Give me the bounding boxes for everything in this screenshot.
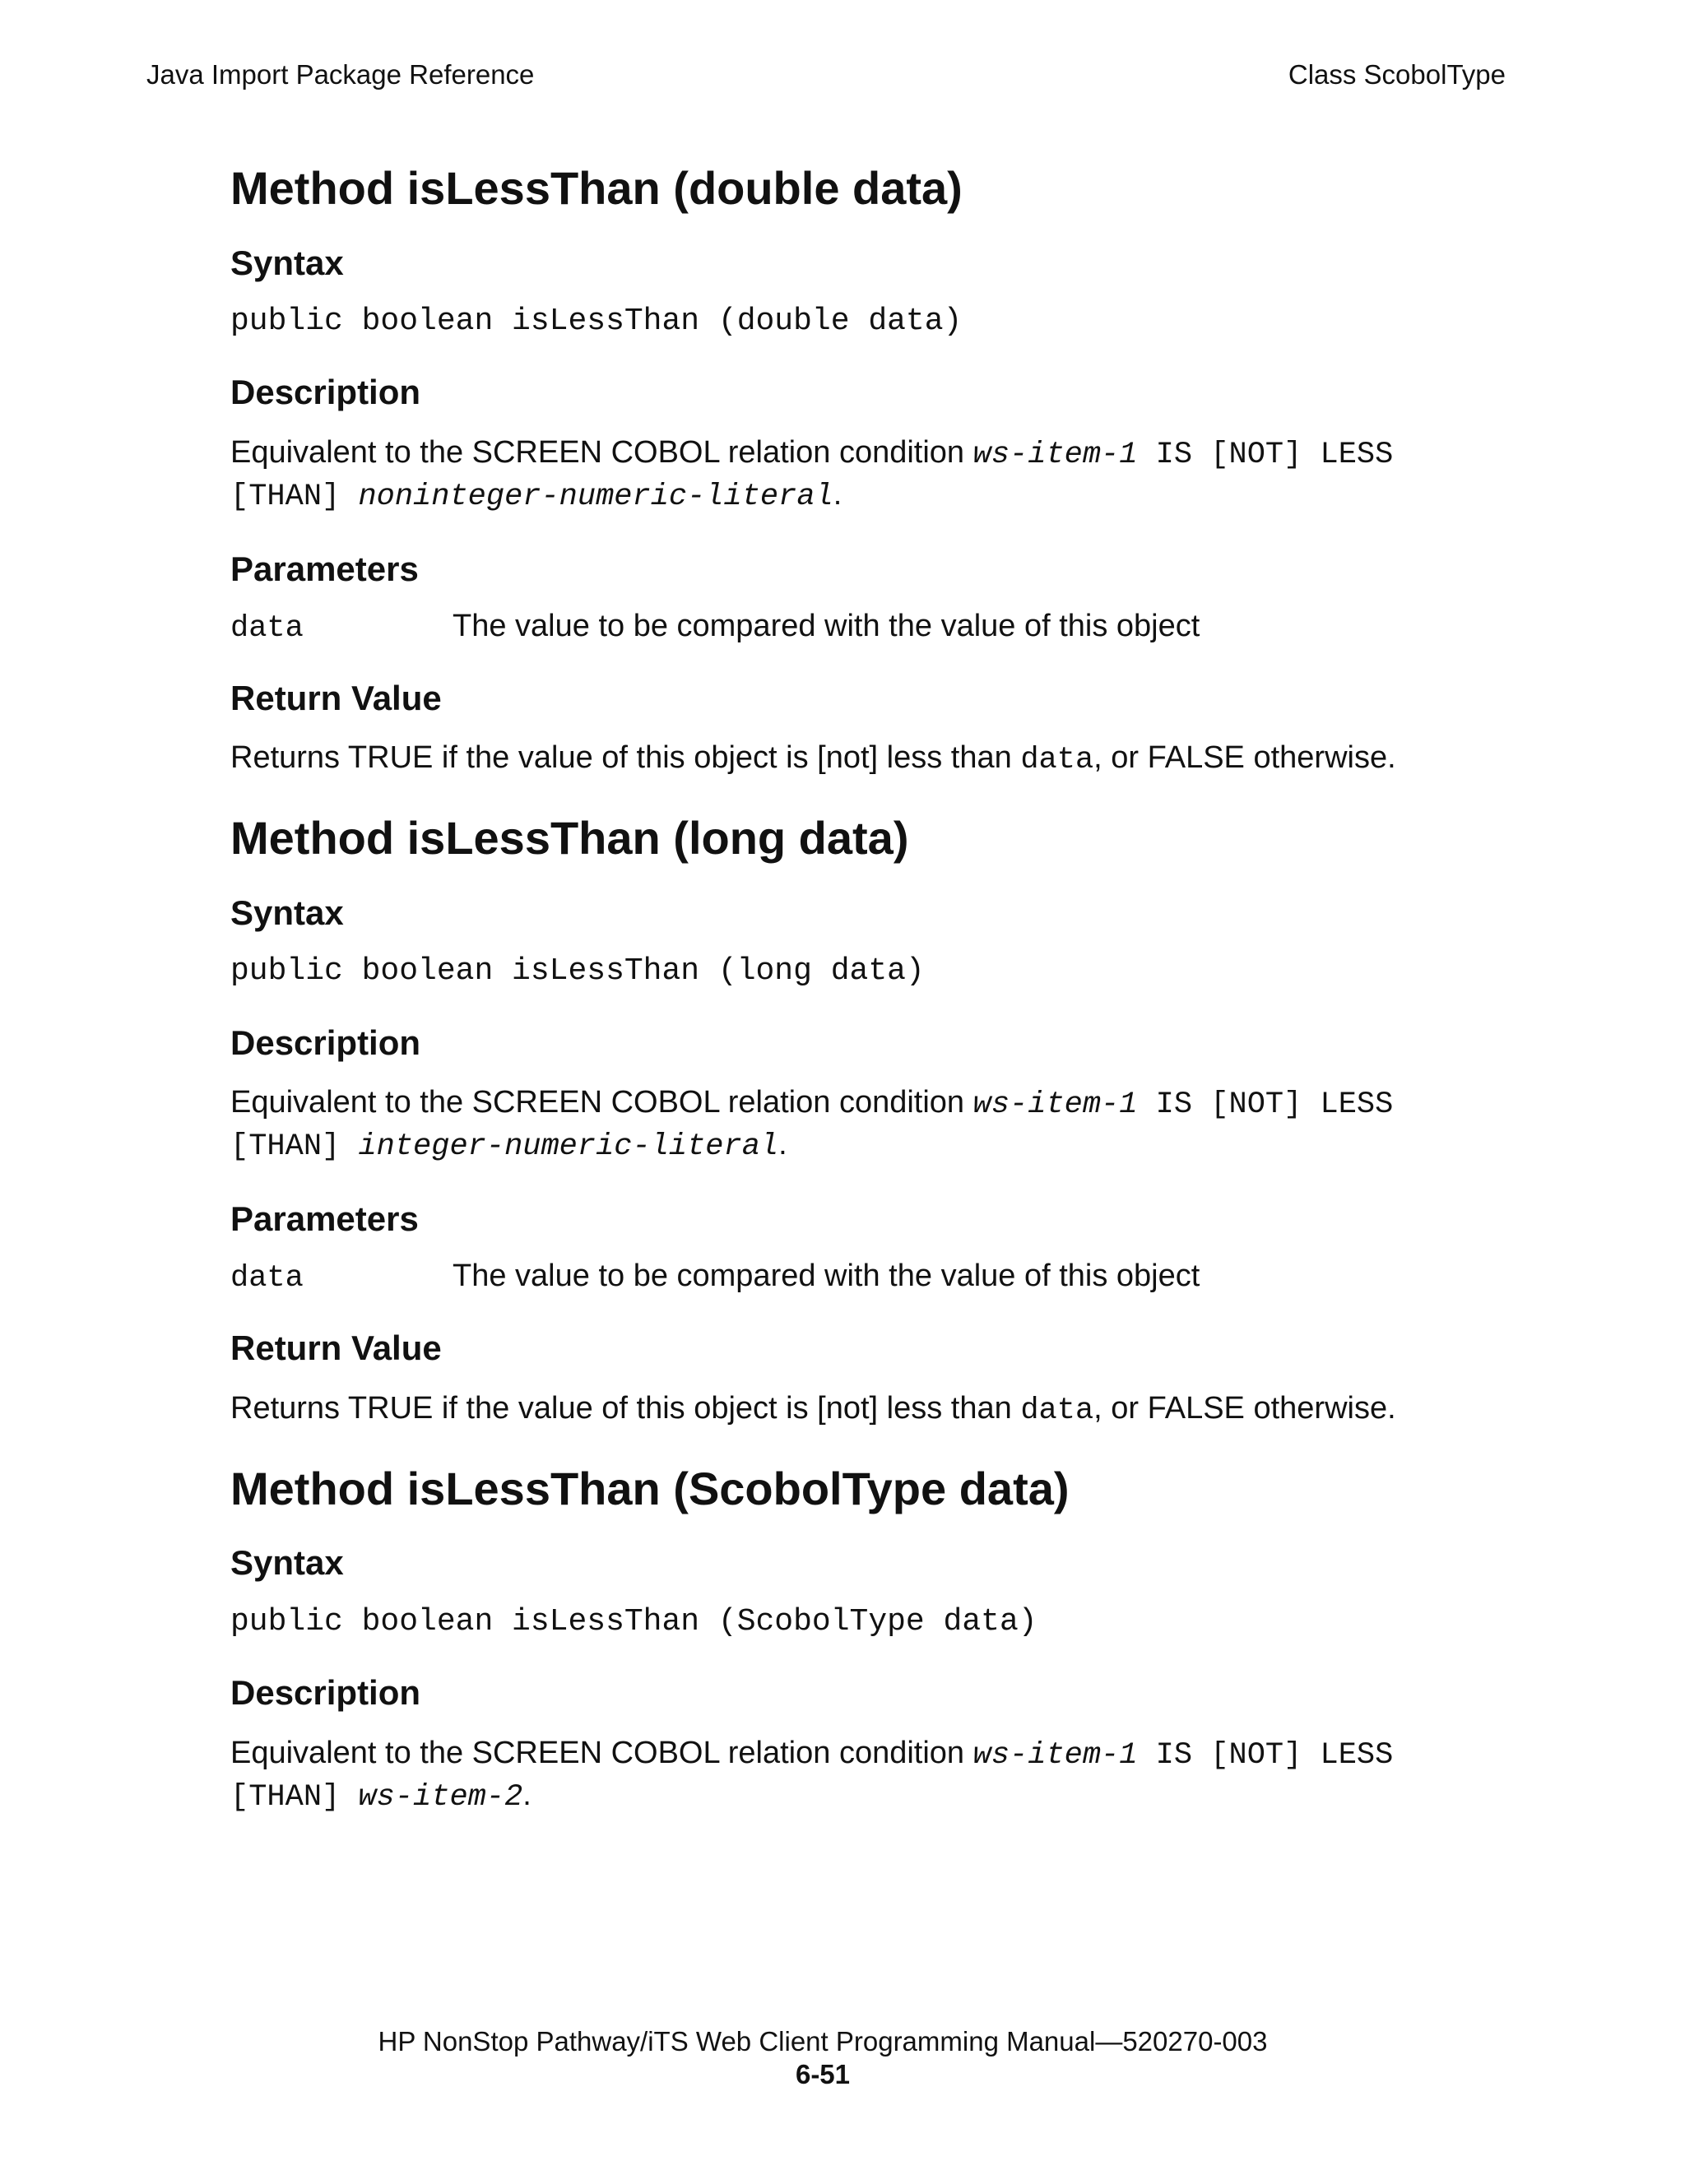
header-right: Class ScobolType <box>1288 59 1506 90</box>
return-code: data <box>1020 743 1094 778</box>
page-number: 6-51 <box>795 2059 851 2089</box>
description-middle: IS [NOT] LESS [THAN] <box>230 1737 1394 1815</box>
method-heading: Method isLessThan (ScobolType data) <box>230 1462 1070 1514</box>
return-value-text <box>230 738 1514 780</box>
parameter-row <box>230 1259 1514 1296</box>
return-value-text <box>230 1389 1514 1430</box>
return-prefix: Returns TRUE if the value of this object is [not] less than <box>230 1390 1021 1426</box>
return-prefix: Returns TRUE if the value of this object is [not] less than <box>230 740 1021 776</box>
description-operand: noninteger-numeric-literal <box>358 479 833 514</box>
description-middle: IS [NOT] LESS [THAN] <box>230 437 1394 514</box>
description-text <box>230 1083 1514 1166</box>
parameter-row <box>230 609 1514 646</box>
page-content <box>230 163 1514 1850</box>
description-item1: ws-item-1 <box>972 1737 1138 1773</box>
parameter-name: data <box>230 1261 304 1296</box>
description-prefix: Equivalent to the SCREEN COBOL relation condition <box>230 434 973 470</box>
description-text <box>230 433 1514 517</box>
syntax-heading: Syntax <box>230 243 344 282</box>
description-item1: ws-item-1 <box>972 437 1138 472</box>
syntax-code: public boolean isLessThan (double data) <box>230 303 963 339</box>
description-prefix: Equivalent to the SCREEN COBOL relation condition <box>230 1085 973 1120</box>
description-operand: ws-item-2 <box>358 1779 523 1815</box>
parameter-name: data <box>230 611 304 647</box>
method-heading: Method isLessThan (long data) <box>230 812 909 865</box>
description-heading: Description <box>230 1673 421 1713</box>
syntax-code: public boolean isLessThan (ScobolType data) <box>230 1603 1037 1639</box>
return-code: data <box>1020 1393 1094 1428</box>
method-section-double <box>230 163 1514 780</box>
header-left: Java Import Package Reference <box>146 59 535 90</box>
parameters-heading: Parameters <box>230 1199 419 1239</box>
parameters-heading: Parameters <box>230 549 419 588</box>
return-value-heading: Return Value <box>230 1328 442 1368</box>
syntax-heading: Syntax <box>230 893 344 932</box>
description-suffix: . <box>778 1127 787 1162</box>
description-heading: Description <box>230 1022 421 1062</box>
description-suffix: . <box>833 476 842 512</box>
method-heading: Method isLessThan (double data) <box>230 162 963 214</box>
syntax-heading: Syntax <box>230 1543 344 1583</box>
description-prefix: Equivalent to the SCREEN COBOL relation condition <box>230 1735 973 1770</box>
syntax-code: public boolean isLessThan (long data) <box>230 953 925 990</box>
parameter-description: The value to be compared with the value of this object <box>453 1259 1200 1294</box>
method-section-scoboltype <box>230 1463 1514 1817</box>
description-item1: ws-item-1 <box>972 1087 1138 1123</box>
description-heading: Description <box>230 373 421 412</box>
method-section-long <box>230 813 1514 1430</box>
return-value-heading: Return Value <box>230 679 442 718</box>
description-operand: integer-numeric-literal <box>358 1129 779 1165</box>
footer-title: HP NonStop Pathway/iTS Web Client Programming Manual—520270-003 <box>378 2026 1268 2056</box>
description-middle: IS [NOT] LESS [THAN] <box>230 1087 1394 1165</box>
page-footer <box>0 2025 1646 2091</box>
description-suffix: . <box>522 1777 531 1812</box>
parameter-description: The value to be compared with the value of this object <box>453 609 1200 644</box>
return-suffix: , or FALSE otherwise. <box>1093 740 1396 776</box>
running-header <box>146 59 1506 90</box>
return-suffix: , or FALSE otherwise. <box>1093 1390 1396 1426</box>
description-text <box>230 1733 1514 1817</box>
